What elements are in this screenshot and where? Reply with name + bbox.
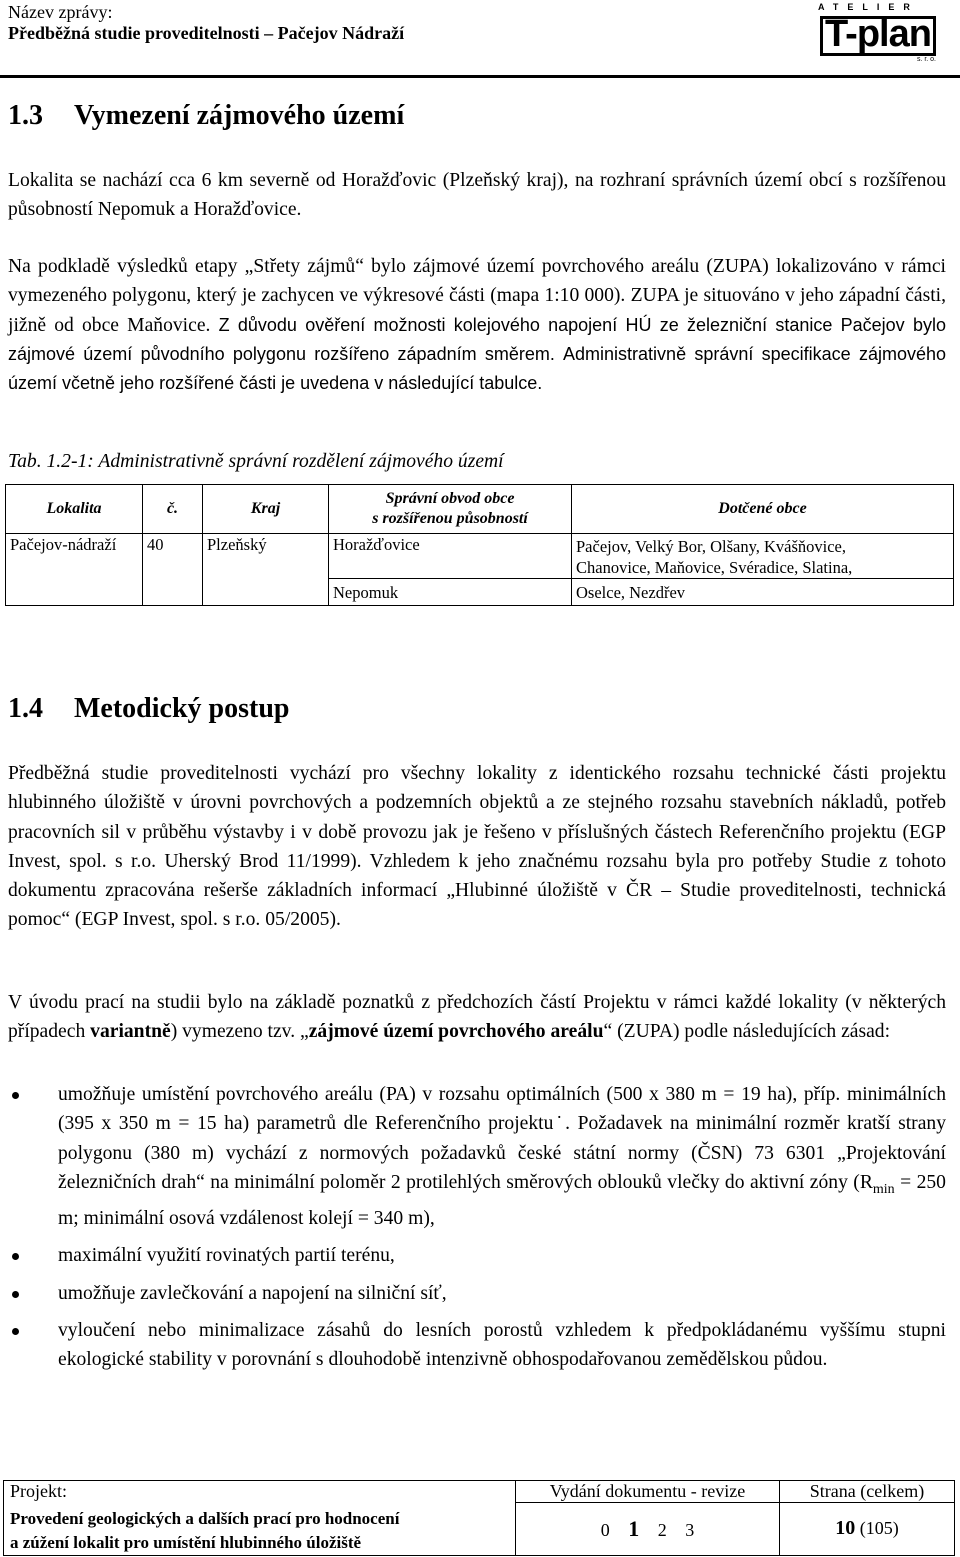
text-run: Předběžná studie proveditelnosti vychází pro všechny lokality z identického rozsahu technické části projektu hlubinného úložiště v úrovni povrchových a podzemních objektů a ze stejného rozsahu stavebních nákladů, potřeb pracovních sil v průběhu výstavby i v době provozu jak je řešeno v příslušných částech Referenčního projektu (EGP Invest, spol. s r.o. Uherský Brod 11/1999). xyxy=(8,763,946,872)
bullet-icon xyxy=(12,1092,19,1099)
company-logo xyxy=(818,2,940,66)
list-item xyxy=(8,1080,946,1233)
footer-table xyxy=(3,1480,955,1556)
section-heading-1-4 xyxy=(8,693,289,725)
section-title: Vymezení zájmového území xyxy=(74,100,405,131)
paragraph-method xyxy=(8,759,946,935)
text-run-bold: zájmové území povrchového areálu xyxy=(308,1021,604,1043)
list-item xyxy=(8,1241,946,1270)
cell-kraj: Plzeňský xyxy=(203,534,329,579)
paragraph-text xyxy=(8,252,946,398)
header-text: s rozšířenou působností xyxy=(372,510,528,527)
text-run: umožňuje umístění povrchového areálu (PA) v rozsahu optimálních (500 x 380 m = 19 ha), příp. minimálních (395 x 350 m = 15 ha) parametrů dle Referenčního projektu˙. Požadavek na minimální rozměr kratší strany polygonu (380 m) vychází z normových požadavků české státní normy (ČSN) 73 6301 „Projektování železničních drah“ na minimální poloměr 2 protilehlých směrových oblouků vlečky do aktivní zóny (R xyxy=(58,1084,946,1193)
text-subscript: min xyxy=(872,1181,895,1197)
page-total: (105) xyxy=(859,1518,899,1539)
cell-obvod: Nepomuk xyxy=(329,579,572,606)
col-header-lokalita: Lokalita xyxy=(6,485,143,534)
report-title: Předběžná studie proveditelnosti – Pačejov Nádraží xyxy=(8,23,405,43)
paragraph-zupa xyxy=(8,252,946,398)
text-run: ) vymezeno tzv. „ xyxy=(170,1021,309,1043)
cell-text: Chanovice, Maňovice, Svéradice, Slatina, xyxy=(576,558,853,577)
list-item xyxy=(8,1316,946,1375)
logo-sro-text: s. r. o. xyxy=(916,56,936,63)
table-caption: Tab. 1.2-1: Administrativně správní rozdělení zájmového území xyxy=(8,451,504,472)
criteria-list xyxy=(8,1080,946,1375)
bullet-icon xyxy=(12,1328,19,1335)
section-heading-1-3 xyxy=(8,100,404,132)
cell-empty xyxy=(6,579,143,606)
cell-obvod: Horažďovice xyxy=(329,534,572,579)
text-run: umožňuje zavlečkování a napojení na silniční síť, xyxy=(58,1282,447,1304)
footer-value-row xyxy=(4,1503,955,1556)
bullet-icon xyxy=(12,1253,19,1260)
cell-empty xyxy=(143,579,203,606)
footer-label-row xyxy=(4,1481,955,1503)
revision-number: 0 xyxy=(600,1519,610,1540)
text-run: “ (ZUPA) podle následujících zásad: xyxy=(603,1021,891,1043)
text-run-bold: variantně xyxy=(90,1021,171,1043)
cell-obce: Oselce, Nezdřev xyxy=(572,579,954,606)
revision-current: 1 xyxy=(628,1515,640,1541)
revision-number: 2 xyxy=(657,1519,667,1540)
cell-cislo: 40 xyxy=(143,534,203,579)
col-header-obce: Dotčené obce xyxy=(572,485,954,534)
bullet-icon xyxy=(12,1291,19,1298)
paragraph-text: Lokalita se nachází cca 6 km severně od Horažďovic (Plzeňský kraj), na rozhraní správních území obcí s rozšířenou působností Nepomuk a Horažďovice. xyxy=(8,170,946,221)
text-run: Na podkladě výsledků etapy „Střety zájmů“ bylo zájmové území povrchového areálu (ZUPA) lokalizováno v rámci vymezeného polygonu, který je zachycen ve výkresové části (mapa 1:10 000). ZUPA je situováno v jeho západní části, jižně od obce Maňovice. xyxy=(8,256,946,336)
footer-text: a zúžení lokalit pro umístění hlubinného úložiště xyxy=(10,1532,362,1552)
revision-number: 3 xyxy=(685,1519,695,1540)
table-row xyxy=(6,534,954,579)
footer-revisions xyxy=(516,1503,780,1556)
section-number: 1.4 xyxy=(8,693,43,724)
footer-text: Provedení geologických a dalších prací pro hodnocení xyxy=(10,1508,400,1528)
list-item xyxy=(8,1279,946,1308)
footer-page xyxy=(780,1503,955,1556)
text-run: Administrativně správní specifikace zájmového území včetně jeho rozšířené části je uvedena v následující tabulce. xyxy=(8,343,946,394)
paragraph-text xyxy=(8,988,946,1047)
col-header-kraj: Kraj xyxy=(203,485,329,534)
cell-obce xyxy=(572,534,954,579)
header-divider xyxy=(0,75,960,78)
footer-projekt-value xyxy=(4,1503,516,1556)
text-run: vyloučení nebo minimalizace zásahů do lesních porostů vzhledem k předpokládanému vyššímu stupni ekologické stability v porovnání s dlouhodobě intenzivně obhospodařovanou zemědělskou půdou. xyxy=(58,1319,946,1371)
paragraph-zupa-rules xyxy=(8,988,946,1047)
text-run: Vzhledem k jeho značnému rozsahu byla pro potřeby Studie z tohoto dokumentu zpracována rešerše základních informací „Hlubinné úložiště v ČR – Studie proveditelnosti, technická pomoc“ (EGP Invest, spol. s r.o. 05/2005). xyxy=(8,850,946,931)
cell-empty xyxy=(203,579,329,606)
footer-projekt-label: Projekt: xyxy=(4,1481,516,1503)
page-number: 10 xyxy=(835,1517,856,1540)
footer-vydani-label: Vydání dokumentu - revize xyxy=(516,1481,780,1503)
text-run: V úvodu prací na studii bylo na základě poznatků z předchozích částí Projektu v rámci každé lokality (v některých případech xyxy=(8,992,946,1043)
table-row xyxy=(6,579,954,606)
header-text: Správní obvod obce xyxy=(385,490,515,507)
section-title: Metodický postup xyxy=(74,693,290,724)
footer-strana-label: Strana (celkem) xyxy=(780,1481,955,1503)
text-run: Z důvodu ověření možnosti kolejového napojení HÚ ze železniční stanice Pačejov bylo zájmové území původního polygonu rozšířeno západním směrem. xyxy=(8,314,946,364)
logo-tplan-text: T-plan xyxy=(825,13,931,55)
col-header-cislo: č. xyxy=(143,485,203,534)
text-run: = 250 m; minimální osová vzdálenost kolejí = 340 m), xyxy=(58,1171,946,1230)
admin-division-table xyxy=(5,484,954,606)
text-run: maximální využití rovinatých partií terénu, xyxy=(58,1245,395,1267)
logo-atelier-text: ATELIER xyxy=(818,2,919,12)
section-number: 1.3 xyxy=(8,100,43,131)
cell-text: Pačejov, Velký Bor, Olšany, Kvášňovice, xyxy=(576,537,847,556)
criteria-list-wrap xyxy=(8,1080,946,1375)
report-name-label: Název zprávy: xyxy=(8,2,113,22)
cell-lokalita: Pačejov-nádraží xyxy=(6,534,143,579)
col-header-obvod xyxy=(329,485,572,534)
paragraph-location xyxy=(8,166,946,225)
paragraph-text xyxy=(8,759,946,935)
table-header-row xyxy=(6,485,954,534)
